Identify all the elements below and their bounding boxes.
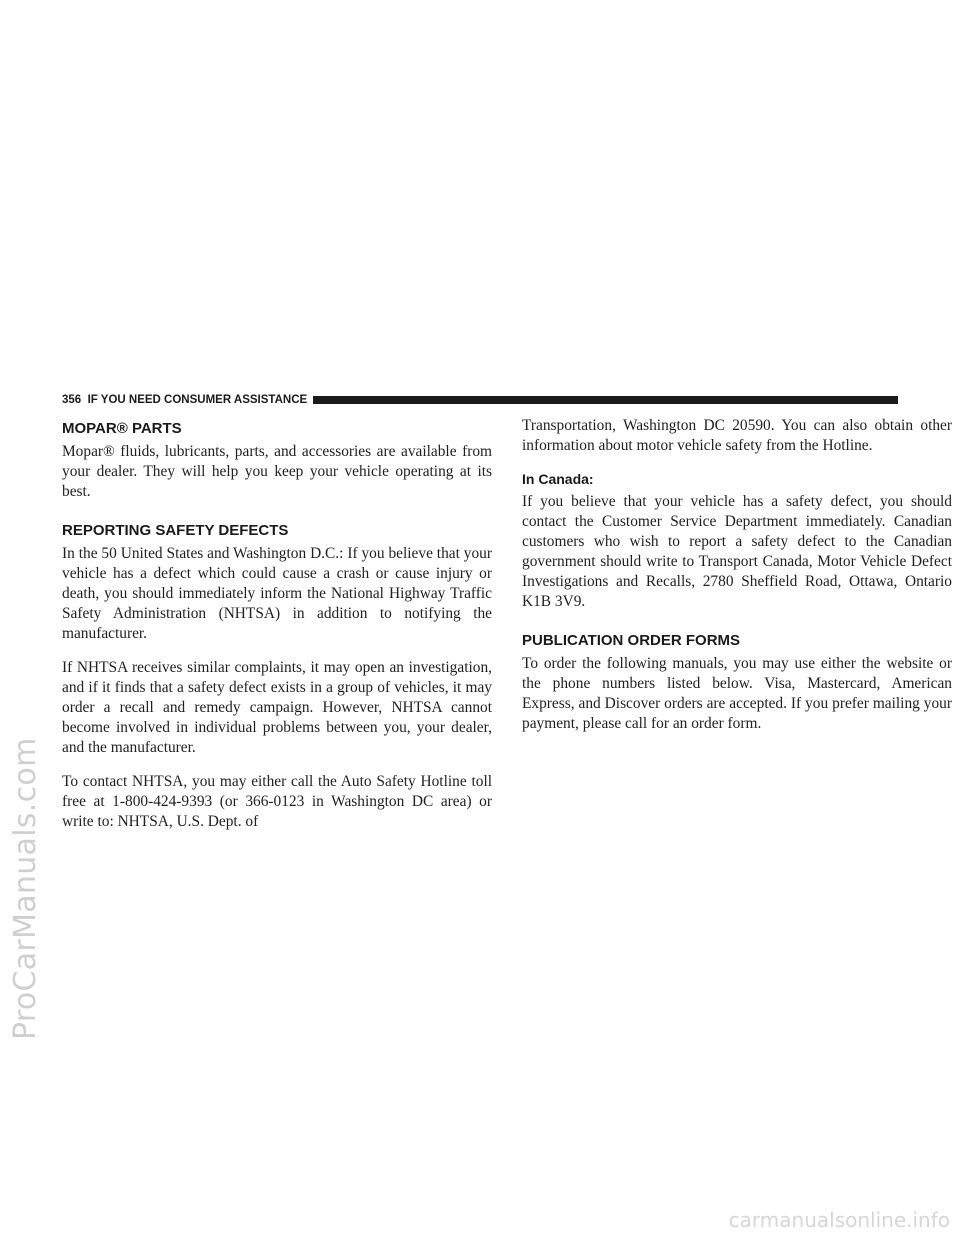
reporting-paragraph-2: If NHTSA receives similar complaints, it may open an investigation, and if it finds that a safety defect exists in a group of vehicles, it may order a recall and remedy campaign. However, NHTSA cannot become involved in individual problems between you, your dealer, and the manufacturer. [62,659,492,756]
side-watermark: ProCarManuals.com [8,737,43,1040]
mopar-paragraph: Mopar® fluids, lubricants, parts, and accessories are available from your dealer. They will help you keep your vehicle operating at its best. [62,443,492,500]
page-number: 356 [62,394,82,406]
mopar-heading: MOPAR® PARTS [62,420,182,437]
left-column [62,420,492,832]
canada-heading: In Canada: [522,471,594,487]
publication-paragraph: To order the following manuals, you may use either the website or the phone numbers listed below. Visa, Mastercard, American Express, and Discover orders are accepted. If you prefer mailing your payment, please call for an order form. [522,655,952,732]
section-title: IF YOU NEED CONSUMER ASSISTANCE [87,394,308,406]
page-number-and-section [62,394,307,406]
page-header [62,393,898,407]
reporting-paragraph-3-continued: Transportation, Washington DC 20590. You can also obtain other information about motor vehicle safety from the Hotline. [522,417,952,454]
publication-heading: PUBLICATION ORDER FORMS [522,632,741,649]
header-rule [313,396,898,404]
right-column [522,416,952,734]
reporting-heading: REPORTING SAFETY DEFECTS [62,522,289,539]
reporting-paragraph-1: In the 50 United States and Washington D.C.: If you believe that your vehicle has a defect which could cause a crash or cause injury or death, you should immediately inform the National Highway Traffic Safety Administration (NHTSA) in addition to notifying the manufacturer. [62,545,492,642]
bottom-watermark: carmanualsonline.info [728,1208,950,1232]
canada-paragraph: If you believe that your vehicle has a safety defect, you should contact the Customer Service Department immediately. Canadian customers who wish to report a safety defect to the Canadian government should write to Transport Canada, Motor Vehicle Defect Investigations and Recalls, 2780 Sheffield Road, Ottawa, Ontario K1B 3V9. [522,493,952,610]
reporting-paragraph-3: To contact NHTSA, you may either call the Auto Safety Hotline toll free at 1-800-424-9393 (or 366-0123 in Washington DC area) or write to: NHTSA, U.S. Dept. of [62,773,492,830]
